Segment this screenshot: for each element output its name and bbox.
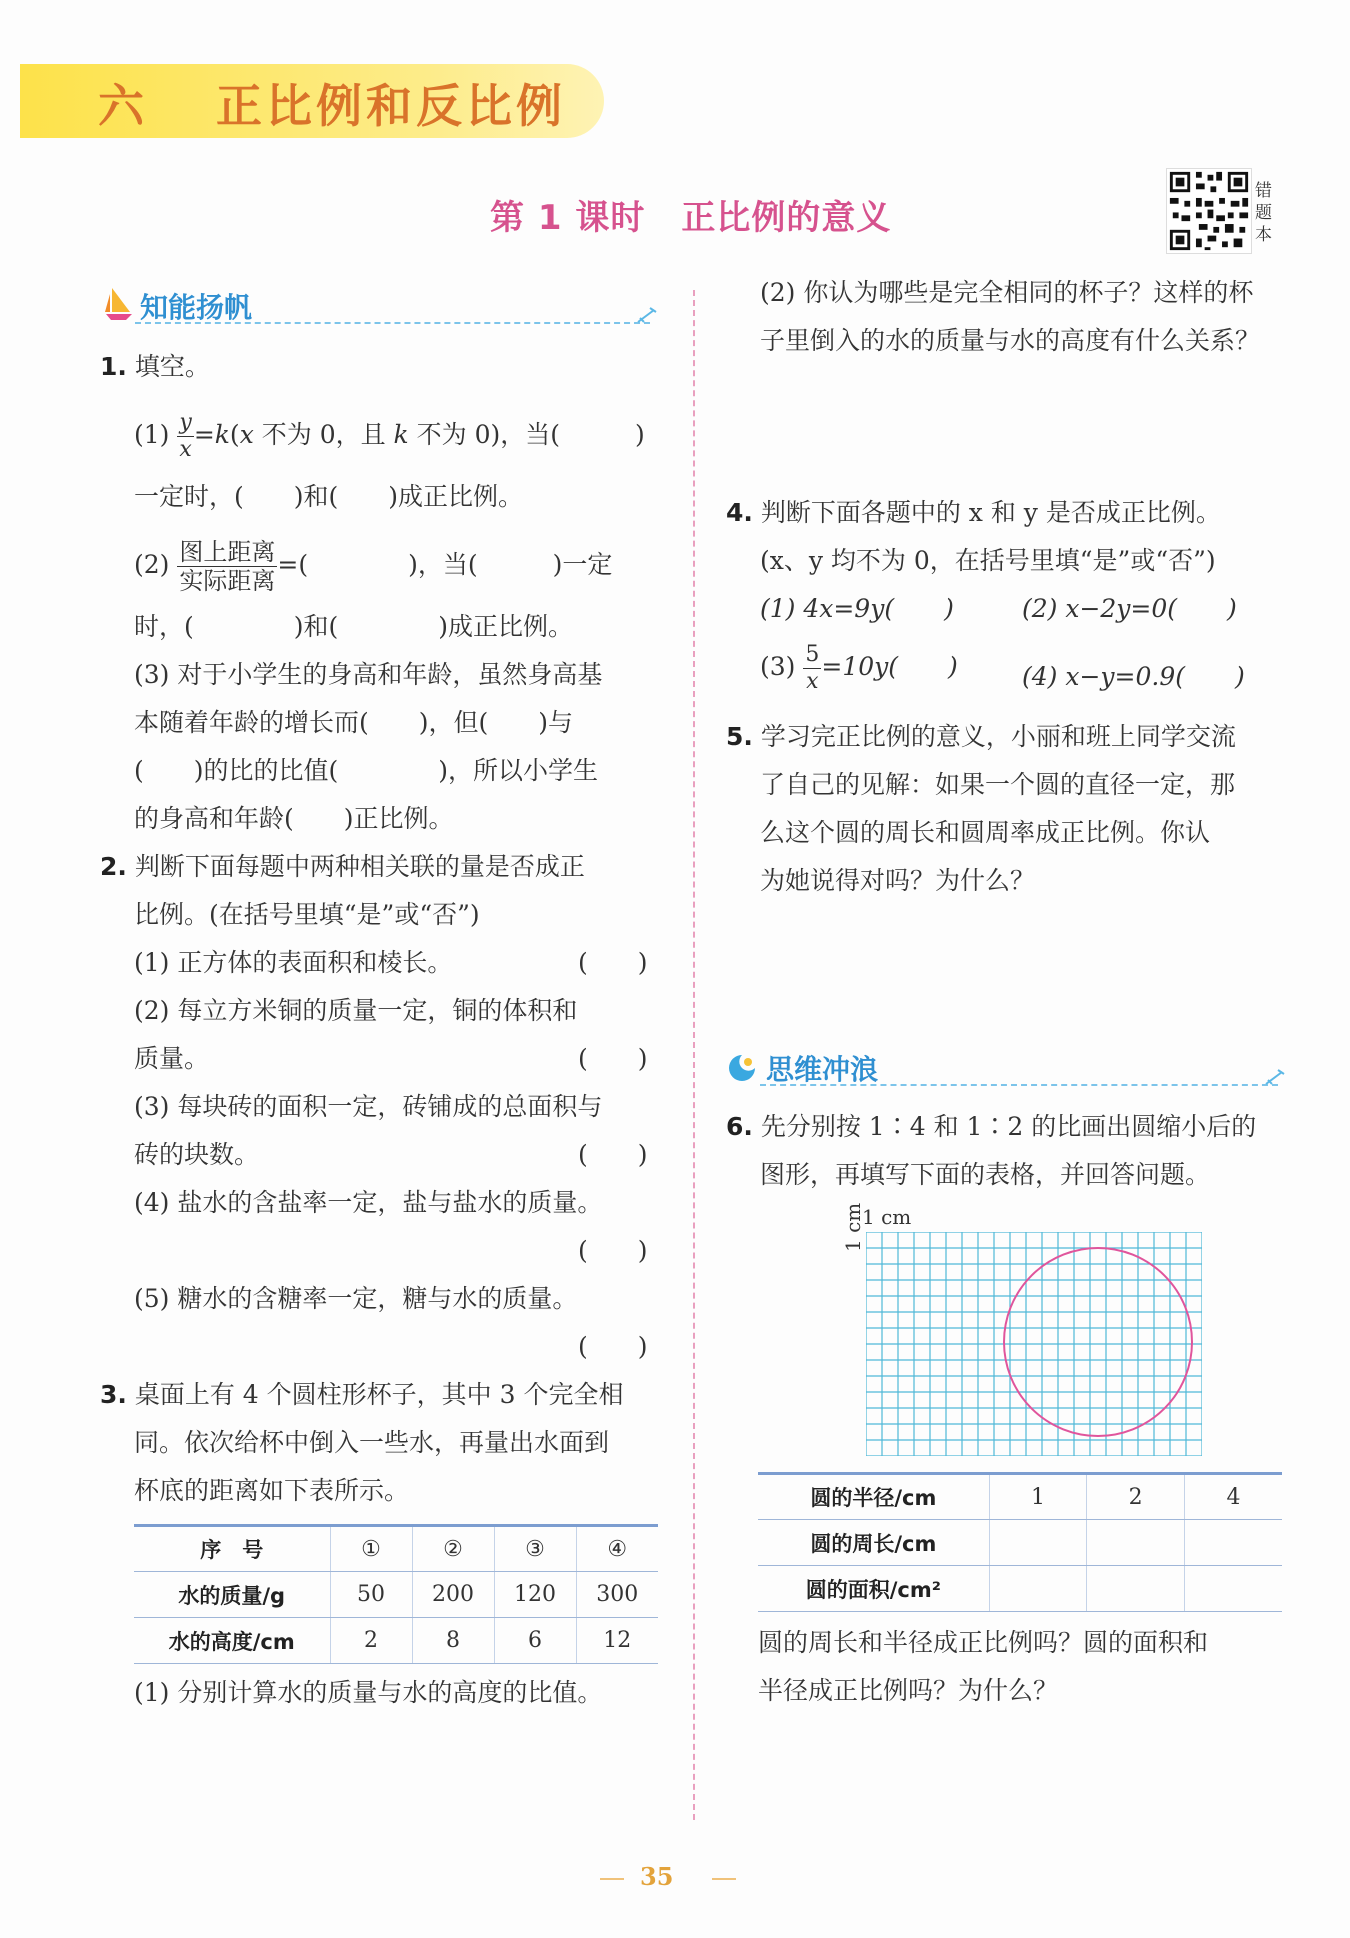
section-header-knowledge: 知能扬帆 xyxy=(140,291,253,324)
grid-unit-top: 1 cm xyxy=(862,1205,912,1229)
q3-stem-l3: 杯底的距离如下表所示。 xyxy=(134,1476,410,1505)
q4-item1: (1) 4x=9y( ) xyxy=(760,594,954,623)
table-cell: 12 xyxy=(576,1618,658,1664)
five-over-x-fraction: $\frac{5}{x}$ xyxy=(805,642,820,694)
q3-sub2-l1: (2) 你认为哪些是完全相同的杯子？这样的杯 xyxy=(760,278,1254,307)
table-cell[interactable] xyxy=(1184,1520,1282,1566)
q1-part1: (1) $\frac{y}{x}$ =k(x 不为 0，且 k 不为 0)，当( ) xyxy=(134,410,645,462)
q3-stem: 3. 桌面上有 4 个圆柱形杯子，其中 3 个完全相 xyxy=(100,1380,624,1409)
grid-unit-side: 1 cm xyxy=(841,1202,865,1252)
q6-stem-l2: 图形，再填写下面的表格，并回答问题。 xyxy=(760,1160,1211,1189)
q1-part3-l3: ( )的比的比值( )，所以小学生 xyxy=(134,756,599,785)
q1-part1-line2: 一定时，( )和( )成正比例。 xyxy=(134,482,524,511)
wave-icon xyxy=(726,1052,758,1084)
chapter-banner xyxy=(20,64,604,138)
q2-item5: (5) 糖水的含糖率一定，糖与水的质量。 xyxy=(134,1284,578,1313)
q1-part3-l2: 本随着年龄的增长而( )，但( )与 xyxy=(134,708,574,737)
pen-icon xyxy=(1264,1068,1286,1086)
q2-answer4[interactable]: ( ) xyxy=(578,1236,648,1265)
q4-stem-l2: (x、y 均不为 0，在括号里填“是”或“否”) xyxy=(760,546,1216,575)
q4-item4: (4) x−y=0.9( ) xyxy=(1022,662,1245,691)
table-cell: 2 xyxy=(330,1618,412,1664)
circle-table xyxy=(758,1472,1282,1612)
table-cell: 4 xyxy=(1184,1474,1282,1520)
table-cell: 300 xyxy=(576,1572,658,1618)
table-row xyxy=(134,1572,658,1618)
y-over-x-fraction: $\frac{y}{x}$ xyxy=(179,410,192,462)
q1-part3-l1: (3) 对于小学生的身高和年龄，虽然身高基 xyxy=(134,660,603,689)
q5-stem-l4: 为她说得对吗？为什么？ xyxy=(760,866,1036,895)
table-header-row xyxy=(758,1474,1282,1520)
q6-question-l1: 圆的周长和半径成正比例吗？圆的面积和 xyxy=(758,1628,1209,1657)
q3-stem-l2: 同。依次给杯中倒入一些水，再量出水面到 xyxy=(134,1428,610,1457)
qr-code-icon[interactable] xyxy=(1166,168,1252,254)
page-number: 35 xyxy=(640,1862,674,1891)
table-cell: 6 xyxy=(494,1618,576,1664)
section-underline xyxy=(135,322,650,324)
table-cell[interactable] xyxy=(1087,1566,1185,1612)
chapter-title: 正比例和反比例 xyxy=(216,79,566,133)
table-cell[interactable] xyxy=(989,1520,1087,1566)
q1-part2-line2: 时，( )和( )成正比例。 xyxy=(134,612,574,641)
q2-item3: (3) 每块砖的面积一定，砖铺成的总面积与 xyxy=(134,1092,603,1121)
table-cell: ② xyxy=(412,1526,494,1572)
lesson-name: 正比例的意义 xyxy=(681,198,892,238)
table-cell: ① xyxy=(330,1526,412,1572)
q2-answer3[interactable]: ( ) xyxy=(578,1140,648,1169)
lesson-title xyxy=(490,190,891,239)
q2-item2-l2: 质量。 xyxy=(134,1044,210,1073)
table-cell: 1 xyxy=(989,1474,1087,1520)
q2-answer1[interactable]: ( ) xyxy=(578,948,648,977)
q4-item3: (3) $\frac{5}{x}$ =10y( ) xyxy=(760,642,958,694)
sailboat-icon xyxy=(104,284,134,324)
table-cell: 序 号 xyxy=(134,1526,330,1572)
q5-stem-l3: 么这个圆的周长和圆周率成正比例。你认 xyxy=(760,818,1211,847)
q5-stem-l2: 了自己的见解：如果一个圆的直径一定，那 xyxy=(760,770,1236,799)
circle-grid xyxy=(866,1232,1202,1456)
section-underline xyxy=(760,1084,1278,1086)
q2-item3-l2: 砖的块数。 xyxy=(134,1140,260,1169)
table-cell: 水的质量/g xyxy=(134,1572,330,1618)
q6-stem: 6. 先分别按 1∶4 和 1∶2 的比画出圆缩小后的 xyxy=(726,1112,1257,1141)
q2-stem-l2: 比例。(在括号里填“是”或“否”) xyxy=(134,900,480,929)
table-cell: 圆的半径/cm xyxy=(758,1474,989,1520)
table-cell[interactable] xyxy=(1087,1520,1185,1566)
q2-stem: 2. 判断下面每题中两种相关联的量是否成正 xyxy=(100,852,585,881)
table-cell: 2 xyxy=(1087,1474,1185,1520)
lesson-number: 第 1 课时 xyxy=(490,198,646,238)
q1-stem: 1. 填空。 xyxy=(100,352,210,381)
chapter-number: 六 xyxy=(98,79,146,133)
q2-answer2[interactable]: ( ) xyxy=(578,1044,648,1073)
q1-part2: (2) $\frac{\text{图上距离}}{\text{实际距离}}$ =( )，当( )一定 xyxy=(134,538,613,595)
q2-item4: (4) 盐水的含盐率一定，盐与盐水的质量。 xyxy=(134,1188,603,1217)
q3-sub1: (1) 分别计算水的质量与水的高度的比值。 xyxy=(134,1678,603,1707)
q2-item1: (1) 正方体的表面积和棱长。 xyxy=(134,948,453,977)
pen-icon xyxy=(636,306,658,324)
q2-answer5[interactable]: ( ) xyxy=(578,1332,648,1361)
table-row xyxy=(134,1618,658,1664)
table-cell: 8 xyxy=(412,1618,494,1664)
table-cell[interactable] xyxy=(989,1566,1087,1612)
qr-label: 错 题 本 xyxy=(1255,181,1272,245)
q1-part3-l4: 的身高和年龄( )正比例。 xyxy=(134,804,454,833)
water-cup-table xyxy=(134,1524,658,1664)
table-cell[interactable] xyxy=(1184,1566,1282,1612)
q4-item2: (2) x−2y=0( ) xyxy=(1022,594,1237,623)
table-cell: 120 xyxy=(494,1572,576,1618)
q2-item2: (2) 每立方米铜的质量一定，铜的体积和 xyxy=(134,996,578,1025)
page-number-rule xyxy=(600,1878,624,1880)
section-header-thinking: 思维冲浪 xyxy=(766,1053,879,1086)
table-cell: 圆的面积/cm² xyxy=(758,1566,989,1612)
table-cell: 水的高度/cm xyxy=(134,1618,330,1664)
table-row xyxy=(758,1566,1282,1612)
q6-question-l2: 半径成正比例吗？为什么？ xyxy=(758,1676,1059,1705)
q5-stem: 5. 学习完正比例的意义，小丽和班上同学交流 xyxy=(726,722,1236,751)
q4-stem: 4. 判断下面各题中的 x 和 y 是否成正比例。 xyxy=(726,498,1221,527)
q3-sub2-l2: 子里倒入的水的质量与水的高度有什么关系？ xyxy=(760,326,1261,355)
table-row xyxy=(758,1520,1282,1566)
table-cell: ④ xyxy=(576,1526,658,1572)
table-header-row xyxy=(134,1526,658,1572)
column-divider xyxy=(693,290,695,1820)
table-cell: 圆的周长/cm xyxy=(758,1520,989,1566)
page-number-rule xyxy=(712,1878,736,1880)
map-scale-fraction: $\frac{\text{图上距离}}{\text{实际距离}}$ xyxy=(179,538,276,595)
table-cell: 200 xyxy=(412,1572,494,1618)
table-cell: 50 xyxy=(330,1572,412,1618)
table-cell: ③ xyxy=(494,1526,576,1572)
